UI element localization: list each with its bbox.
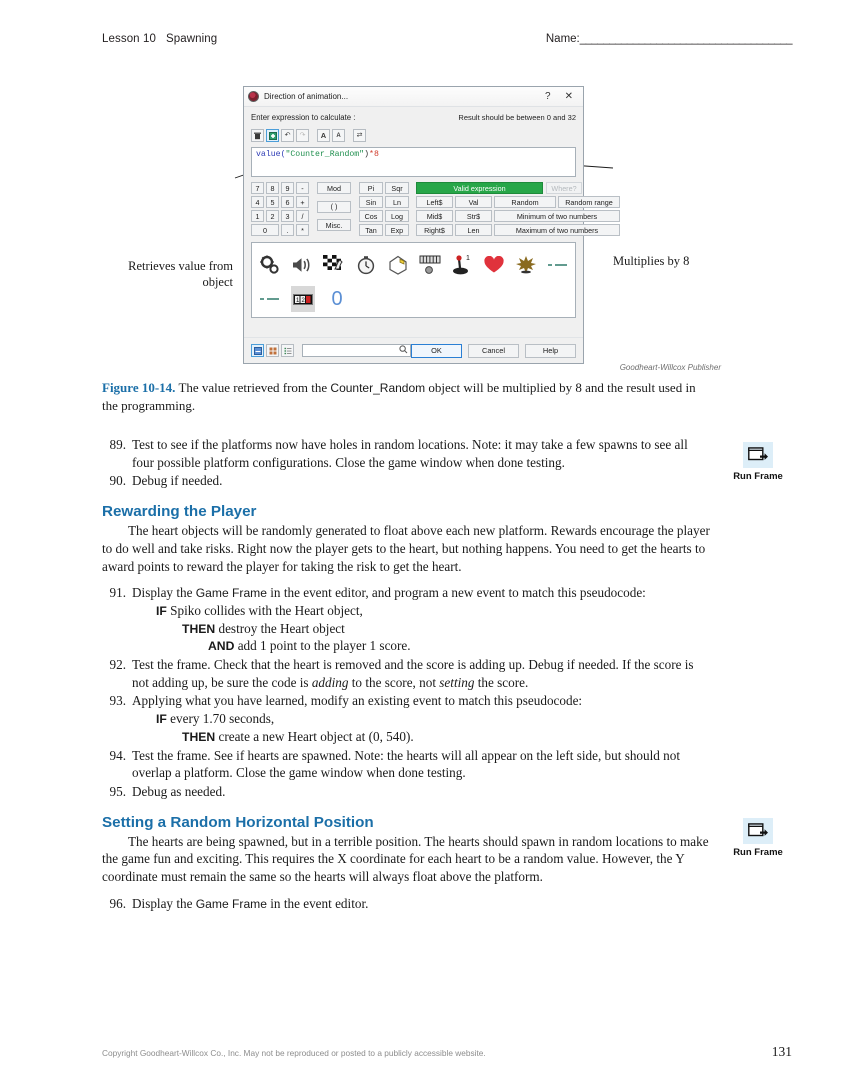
step-number: 94. — [109, 747, 126, 763]
game-frame-term: Game Frame — [195, 586, 267, 601]
pseudo-line — [156, 710, 712, 728]
expression-close-paren: ) — [364, 150, 370, 159]
object-row-1 — [258, 248, 569, 282]
game-frame-term: Game Frame — [195, 896, 267, 911]
key-sin[interactable]: Sin — [359, 196, 383, 208]
validation-row — [416, 182, 620, 194]
run-frame-label: Run Frame — [733, 471, 783, 482]
key-divide[interactable]: / — [296, 210, 309, 222]
dialog-body — [244, 107, 613, 318]
step-text-a: Test the frame. Check that the heart is removed and the score is adding up. Debug if needed. If the score is not adding up, be sure the code is — [132, 657, 694, 690]
key-random-range[interactable]: Random range — [558, 196, 620, 208]
step-text-b: in the event editor, and program a new event to match this pseudocode: — [266, 585, 646, 601]
pseudo-text: every 1.70 seconds, — [166, 711, 275, 727]
key-left-string[interactable]: Left$ — [416, 196, 453, 208]
run-frame-icon — [743, 818, 773, 844]
step-text-b: to the score, not — [348, 674, 440, 690]
key-9[interactable]: 9 — [281, 182, 294, 194]
key-mod[interactable]: Mod — [317, 182, 351, 194]
step-text: Test to see if the platforms now have holes in random locations. Note: it may take a few spawns to see all four possible platform configurations. Close the game window when done testing. — [132, 437, 688, 470]
pseudo-line — [156, 620, 712, 638]
player-joystick-icon[interactable] — [450, 252, 473, 278]
help-button[interactable]: Help — [525, 344, 576, 358]
cancel-button[interactable]: Cancel — [468, 344, 519, 358]
detail-view-icon[interactable] — [281, 344, 294, 357]
name-rule: ____________________________________ — [579, 33, 792, 45]
list-item — [102, 783, 712, 801]
pseudo-keyword: IF — [156, 604, 167, 618]
steps-list-89-90 — [102, 436, 712, 490]
figure-caption-part2: object will be multiplied by 8 and the result used in the programming. — [102, 380, 696, 414]
dashes-icon-2[interactable] — [258, 286, 282, 312]
key-misc[interactable]: Misc. — [317, 219, 351, 231]
object-list-panel[interactable] — [251, 242, 576, 318]
list-item — [102, 747, 712, 782]
pseudo-keyword: IF — [156, 712, 167, 727]
math-function-column[interactable] — [359, 182, 409, 236]
step-number: 96. — [109, 895, 126, 911]
key-3[interactable]: 3 — [281, 210, 294, 222]
step-number: 95. — [109, 783, 126, 799]
figure-caption — [102, 379, 702, 416]
emphasis-adding: adding — [311, 674, 349, 690]
running-head — [102, 33, 792, 45]
key-len[interactable]: Len — [455, 224, 492, 236]
step-number: 91. — [109, 585, 126, 601]
margin-icon-run-frame-2 — [722, 818, 794, 858]
expression-function: value( — [256, 150, 286, 159]
lesson-title: Spawning — [165, 33, 218, 45]
object-row-2 — [258, 282, 569, 316]
dialog-footer — [244, 337, 583, 363]
where-button[interactable]: Where? — [546, 182, 582, 194]
key-2[interactable]: 2 — [266, 210, 279, 222]
list-view-icon[interactable] — [251, 344, 264, 357]
result-hint: Result should be between 0 and 32 — [458, 113, 576, 122]
step-number: 92. — [109, 657, 126, 673]
list-item — [102, 584, 712, 655]
list-item — [102, 895, 712, 913]
ok-button[interactable]: OK — [411, 344, 462, 358]
name-label: Name: — [545, 33, 580, 45]
margin-icon-run-frame-1 — [722, 442, 794, 482]
expression-keypad[interactable] — [251, 182, 613, 236]
expression-string: "Counter_Random" — [285, 150, 365, 159]
step-text-c: the score. — [474, 674, 529, 690]
copyright-notice: Copyright Goodheart-Willcox Co., Inc. May not be reproduced or posted to a publicly accessible website. — [102, 1048, 486, 1058]
key-parentheses[interactable]: ( ) — [317, 201, 351, 213]
figure-caption-part1: The value retrieved from the — [178, 380, 331, 395]
mod-column[interactable] — [317, 182, 351, 236]
dialog-title: Direction of animation... — [264, 92, 349, 101]
key-plus[interactable]: + — [296, 196, 309, 208]
key-tan[interactable]: Tan — [359, 224, 383, 236]
emphasis-setting: setting — [439, 674, 475, 690]
expression-prompt: Enter expression to calculate : — [251, 113, 356, 122]
pseudo-keyword: AND — [208, 639, 235, 654]
player-badge: 1 — [465, 255, 470, 262]
view-mode-buttons[interactable] — [251, 344, 294, 357]
svg-text:1: 1 — [296, 297, 300, 304]
callout-retrieves-value: Retrieves value from object — [128, 259, 233, 289]
lesson-number: Lesson 10 — [102, 33, 156, 45]
list-item — [102, 692, 712, 745]
dialog-titlebar — [244, 87, 583, 107]
name-field-label — [546, 33, 792, 45]
key-5[interactable]: 5 — [266, 196, 279, 208]
key-right-string[interactable]: Right$ — [416, 224, 453, 236]
app-icon — [248, 91, 259, 102]
page-body — [102, 436, 712, 914]
counter-object-icon[interactable] — [291, 286, 315, 312]
page-footer — [102, 1044, 792, 1060]
valid-expression-status: Valid expression — [416, 182, 543, 194]
pseudo-keyword: THEN — [182, 729, 216, 744]
figure-label: Figure 10-14. — [102, 380, 176, 395]
delete-icon[interactable] — [251, 129, 264, 142]
storyboard-icon[interactable] — [322, 252, 345, 278]
search-icon — [399, 345, 408, 356]
pseudo-line — [156, 637, 712, 655]
page-number: 131 — [771, 1044, 792, 1059]
key-log[interactable]: Log — [385, 210, 409, 222]
section-paragraph-random-position: The hearts are being spawned, but in a terrible position. The hearts should spawn in random locations to make the game fun and exciting. This requires the X coordinate for each heart to be a random value. However, the Y coordinate must remain the same so the hearts will always float above the platform. — [102, 833, 709, 885]
step-text-b: in the event editor. — [266, 895, 369, 911]
key-cos[interactable]: Cos — [359, 210, 383, 222]
key-decimal[interactable]: . — [281, 224, 294, 236]
run-frame-icon — [743, 442, 773, 468]
figure-caption-object: Counter_Random — [330, 381, 426, 395]
grid-view-icon[interactable] — [266, 344, 279, 357]
key-6[interactable]: 6 — [281, 196, 294, 208]
undo-icon[interactable]: ↶ — [281, 129, 294, 142]
key-8[interactable]: 8 — [266, 182, 279, 194]
pseudo-line — [156, 602, 712, 620]
help-question-icon[interactable]: ? — [545, 90, 551, 102]
zero-digit-label: 0 — [331, 288, 343, 310]
step-number: 90. — [109, 473, 126, 489]
close-icon[interactable]: ✕ — [564, 90, 573, 102]
step-number: 89. — [109, 437, 126, 452]
pseudo-keyword: THEN — [182, 621, 216, 636]
key-1[interactable]: 1 — [251, 210, 264, 222]
section-heading-random-position: Setting a Random Horizontal Position — [102, 813, 374, 831]
key-minimum-two[interactable]: Minimum of two numbers — [494, 210, 620, 222]
key-exp[interactable]: Exp — [385, 224, 409, 236]
steps-list-91-95 — [102, 584, 712, 800]
increase-font-icon[interactable]: A — [317, 129, 330, 142]
step-number: 93. — [109, 693, 126, 709]
dashes-icon-1[interactable] — [546, 252, 569, 278]
step-text: Test the frame. See if hearts are spawned. Note: the hearts will all appear on the left side, but should not overlap a platform. Close the game window when done testing. — [132, 747, 681, 781]
section-heading-rewarding: Rewarding the Player — [102, 503, 257, 521]
pseudo-text: Spiko collides with the Heart object, — [166, 603, 363, 618]
key-str-string[interactable]: Str$ — [455, 210, 492, 222]
steps-list-96 — [102, 895, 712, 913]
create-object-icon[interactable] — [386, 252, 409, 278]
special-conditions-icon[interactable] — [258, 252, 281, 278]
step-text: Debug if needed. — [132, 473, 223, 489]
expression-toolbar[interactable] — [251, 129, 576, 142]
string-and-random-columns[interactable] — [416, 182, 620, 236]
step-text: Debug as needed. — [132, 783, 226, 799]
pseudo-text: destroy the Heart object — [215, 620, 345, 636]
frame-icon[interactable] — [418, 252, 441, 278]
pseudo-text: add 1 point to the player 1 score. — [234, 638, 411, 654]
list-item — [102, 436, 712, 471]
step-text: Applying what you have learned, modify an existing event to match this pseudocode: — [132, 693, 583, 709]
numeric-keypad[interactable] — [251, 182, 309, 236]
dialog-actions[interactable] — [411, 344, 576, 358]
wrap-text-icon[interactable]: ⇄ — [353, 129, 366, 142]
figure-credit: Goodheart-Willcox Publisher — [619, 363, 721, 372]
key-7[interactable]: 7 — [251, 182, 264, 194]
key-4[interactable]: 4 — [251, 196, 264, 208]
key-multiply[interactable]: * — [296, 224, 309, 236]
pseudocode-block-91 — [132, 602, 712, 655]
callout-multiplies-by-8: Multiplies by 8 — [613, 254, 690, 268]
section-paragraph-rewarding: The heart objects will be randomly generated to float above each new platform. Rewards encourage the player to do well and take risks. Right now the player gets to the heart, but nothing happens. You need to get the hearts to award points to reward the player for taking the risk to get the heart. — [102, 523, 710, 574]
expression-input[interactable] — [251, 147, 576, 177]
key-sqr[interactable]: Sqr — [385, 182, 409, 194]
redo-icon[interactable]: ↷ — [296, 129, 309, 142]
key-ln[interactable]: Ln — [385, 196, 409, 208]
svg-text:2: 2 — [301, 297, 305, 304]
lives-heart-icon[interactable] — [482, 252, 505, 278]
key-val[interactable]: Val — [455, 196, 492, 208]
timer-icon[interactable] — [354, 252, 377, 278]
search-input[interactable] — [302, 344, 411, 357]
key-maximum-two[interactable]: Maximum of two numbers — [494, 224, 620, 236]
pseudo-line — [156, 728, 712, 746]
key-random[interactable]: Random — [494, 196, 556, 208]
step-text-a: Display the — [132, 585, 196, 601]
step-text-a: Display the — [132, 895, 196, 911]
expression-operator: *8 — [369, 150, 379, 159]
key-pi[interactable]: Pi — [359, 182, 383, 194]
key-mid-string[interactable]: Mid$ — [416, 210, 453, 222]
key-0[interactable]: 0 — [251, 224, 279, 236]
pseudo-text: create a new Heart object at (0, 540). — [215, 728, 414, 744]
lesson-label — [102, 33, 217, 45]
sound-icon[interactable] — [290, 252, 313, 278]
decrease-font-icon[interactable]: A — [332, 129, 345, 142]
insert-icon[interactable] — [266, 129, 279, 142]
list-item — [102, 472, 712, 490]
key-minus[interactable]: - — [296, 182, 309, 194]
explosion-icon[interactable] — [514, 252, 537, 278]
pseudocode-block-93 — [132, 710, 712, 745]
dialog-prompt-row — [251, 113, 576, 122]
zero-digit-icon[interactable] — [324, 286, 350, 312]
expression-editor-dialog[interactable] — [243, 86, 613, 364]
list-item — [102, 656, 712, 691]
run-frame-label: Run Frame — [733, 847, 783, 858]
